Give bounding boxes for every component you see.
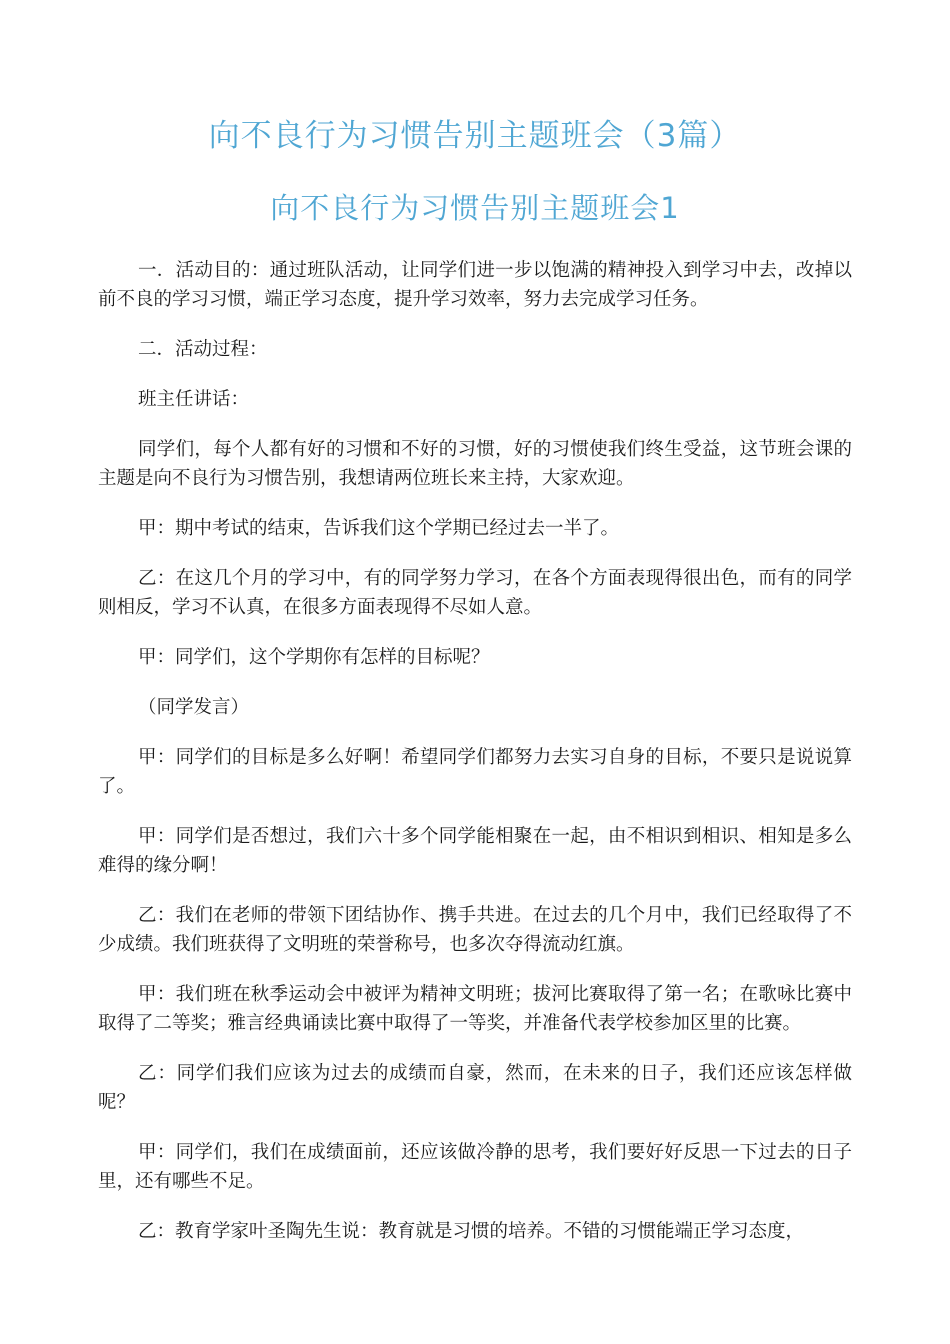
paragraph: 乙：在这几个月的学习中，有的同学努力学习，在各个方面表现得很出色，而有的同学则相反，学习不认真，在很多方面表现得不尽如人意。 <box>98 568 852 618</box>
section-title: 向不良行为习惯告别主题班会1 <box>270 191 680 225</box>
paragraph: 乙：我们在老师的带领下团结协作、携手共进。在过去的几个月中，我们已经取得了不少成绩。我们班获得了文明班的荣誉称号，也多次夺得流动红旗。 <box>98 905 852 955</box>
paragraph: 甲：期中考试的结束，告诉我们这个学期已经过去一半了。 <box>138 518 620 539</box>
paragraph: 二．活动过程： <box>138 339 268 360</box>
paragraph: 同学们，每个人都有好的习惯和不好的习惯，好的习惯使我们终生受益，这节班会课的主题是向不良行为习惯告别，我想请两位班长来主持，大家欢迎。 <box>98 439 852 489</box>
paragraph: 一．活动目的：通过班队活动，让同学们进一步以饱满的精神投入到学习中去，改掉以前不良的学习习惯，端正学习态度，提升学习效率，努力去完成学习任务。 <box>98 260 852 310</box>
paragraph: 甲：同学们的目标是多么好啊！希望同学们都努力去实习自身的目标，不要只是说说算了。 <box>98 747 852 797</box>
document-body <box>98 256 852 1267</box>
paragraph: 班主任讲话： <box>138 389 250 410</box>
paragraph: 甲：同学们是否想过，我们六十多个同学能相聚在一起，由不相识到相识、相知是多么难得的缘分啊！ <box>98 826 852 876</box>
paragraph: 甲：我们班在秋季运动会中被评为精神文明班；拔河比赛取得了第一名；在歌咏比赛中取得了二等奖；雅言经典诵读比赛中取得了一等奖，并准备代表学校参加区里的比赛。 <box>98 984 852 1034</box>
paragraph: 甲：同学们，我们在成绩面前，还应该做冷静的思考，我们要好好反思一下过去的日子里，还有哪些不足。 <box>98 1142 852 1192</box>
paragraph: 乙：同学们我们应该为过去的成绩而自豪，然而，在未来的日子，我们还应该怎样做呢？ <box>98 1063 852 1113</box>
paragraph: 甲：同学们，这个学期你有怎样的目标呢？ <box>138 647 490 668</box>
paragraph: 乙：教育学家叶圣陶先生说：教育就是习惯的培养。不错的习惯能端正学习态度， <box>138 1221 805 1242</box>
paragraph: （同学发言） <box>138 697 250 718</box>
document-title: 向不良行为习惯告别主题班会（3篇） <box>208 118 742 154</box>
